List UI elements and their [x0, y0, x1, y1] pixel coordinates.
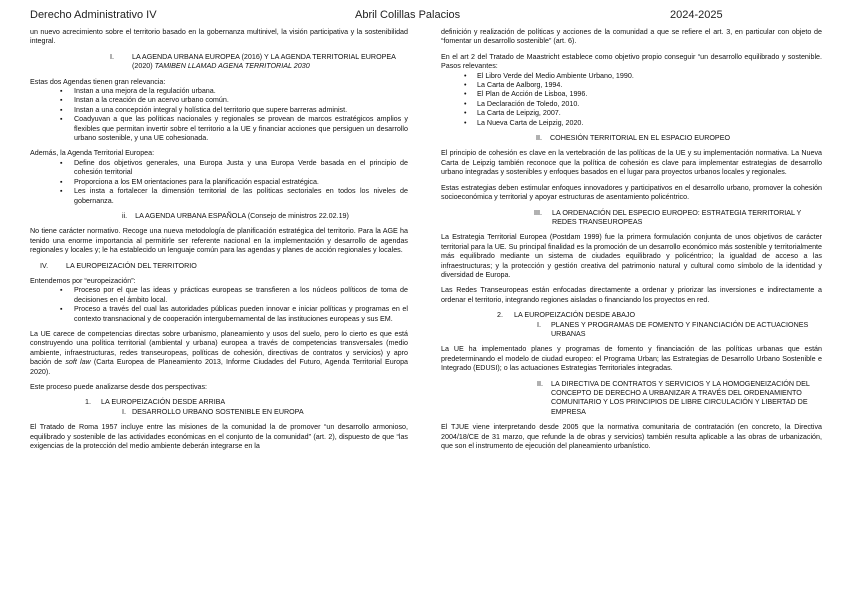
pasos-list [441, 72, 822, 128]
section-number: I. [122, 407, 126, 416]
list-item: • El Plan de Acción de Lisboa, 1996. [441, 90, 822, 99]
right-column [441, 28, 822, 457]
section-heading-abajo [441, 311, 822, 320]
continuation-paragraph: definición y realización de políticas y acciones de la comunidad a que se refiere el art. 3, en particular con objeto de “fomentar un desarrollo sostenible” (art. 6). [441, 28, 822, 46]
section-heading-directiva [441, 380, 822, 418]
section-heading-agenda-europea [30, 53, 408, 72]
list-item: ▪ Instan a la creación de un acervo urbano común. [30, 96, 408, 105]
section-title: PLANES Y PROGRAMAS DE FOMENTO Y FINANCIACIÓN DE ACTUACIONES URBANAS [551, 320, 809, 338]
list-item: • La Nueva Carta de Leipzig, 2020. [441, 119, 822, 128]
author-name: Abril Colillas Palacios [355, 9, 461, 21]
list-item: ▪ Instan a una mejora de la regulación urbana. [30, 87, 408, 96]
maastricht-paragraph: En el art 2 del Tratado de Maastricht establece como objetivo propio conseguir “un desarrollo equilibrado y sostenible. Pasos relevantes: [441, 52, 822, 71]
ete-paragraph: La Estrategia Territorial Europea (Postdam 1999) fue la primera formulación conjunta de unos objetivos de carácter territorial para la UE. Su principal finalidad es la promoción de un desarrollo económico más sostenible y territorialmente más equilibrado mediante un sistema de ciudades equilibrado y policéntrico; la igualdad de acceso a las infraestructuras; y la protección y gestión creativa del patrimonio natural y cultural como símbolo de la identidad y diversidad de Europa. [441, 233, 822, 279]
left-column [30, 28, 408, 457]
section-title: LA DIRECTIVA DE CONTRATOS Y SERVICIOS Y LA HOMOGENEIZACIÓN DEL CONCEPTO DE DERECHO A URBANIZAR A TRAVÉS DEL ORDENAMIENTO COMUNITARIO Y LOS PRINCIPIOS DE LIBRE CIRCULACIÓN Y LIBERTAD DE EMPRESA [551, 379, 810, 416]
entendemos-list [30, 286, 408, 324]
intro-paragraph: un nuevo acrecimiento sobre el territorio basado en la gobernanza multinivel, la visión participativa y la sostenibilidad integral. [30, 28, 408, 46]
list-item: ▪ Coadyuvan a que las políticas nacionales y regionales se provean de marcos estratégicos amplios y flexibles que permitan invertir sobre el territorio a la UE y financiar acciones que persiguen un desarrollo urbano sostenible, y una UE cohesionada. [30, 115, 408, 143]
section-title: LA AGENDA URBANA EUROPEA (2016) Y LA AGENDA TERRITORIAL EUROPEA (2020) [132, 52, 396, 71]
section-title: DESARROLLO URBANO SOSTENIBLE EN EUROPA [132, 407, 304, 416]
page-header [30, 9, 823, 25]
section-heading-europeizacion [30, 262, 408, 271]
section-title: LA EUROPEIZACIÓN DESDE ABAJO [514, 311, 636, 320]
section-number: I. [110, 52, 114, 61]
section-heading-agenda-espanola [30, 212, 408, 221]
list-item: ▪ Instan a una concepción integral y holística del territorio que supere barreras administ. [30, 106, 408, 115]
list-item: • La Declaración de Toledo, 2010. [441, 100, 822, 109]
agenda-territorial-intro: Además, la Agenda Territorial Europea: [30, 149, 155, 158]
section-number: II. [536, 134, 542, 143]
section-number: I. [537, 320, 541, 329]
list-item: ▪ Proceso a través del cual las autoridades públicas pueden innovar e iniciar políticas y programas en el contexto transnacional y de cooperación intergubernamental de las instituciones europeas y sus EM. [30, 305, 408, 324]
section-title-emphasis: TAMIBEN LLAMAD AGENA TERRITORIAL 2030 [154, 62, 310, 71]
tratado-roma-paragraph: El Tratado de Roma 1957 incluye entre las misiones de la comunidad la de promover “un desarrollo armonioso, equilibrado y sostenible de las actividades económicas en el conjunto de la comunidad” (art. 2), dispuesto de que “las exigencias de la protección del medio ambiente deberán integrarse en la [30, 423, 408, 451]
section-title-tail: (Consejo de ministros 22.02.19) [247, 211, 349, 220]
section-heading-desarrollo [30, 408, 408, 417]
estrategias-paragraph: Estas estrategias deben estimular enfoques innovadores y participativos en el desarrollo urbano, promover la cohesión socioeconómica y territorial y apoyar estructuras de asentamiento policéntrico. [441, 183, 822, 202]
relevancia-list [30, 87, 408, 143]
planes-paragraph: La UE ha implementado planes y programas de fomento y financiación de las políticas urbanas que están predeterminando el modelo de ciudad europeo: el Programa Urban; las Estrategias de Desarrollo Urbano Sostenible e Integrado (EDUSI); o las actuaciones Estrategias Territoriales integradas. [441, 345, 822, 373]
ue-carece-paragraph: La UE carece de competencias directas sobre urbanismo, planeamiento y usos del suelo, pero lo cierto es que está construyendo una política territorial (ambiental y urbana) europea a través de competencias transversales (medio ambiente, infraestructuras, redes transeuropeas, políticas de cohesión, directivas de contratos y servicios) y apro bación de soft law (Carta Europea de Planeamiento 2013, Informe Ciudades del Futuro, Agenda Territorial Europa 2020). [30, 329, 409, 376]
section-heading-arriba [30, 398, 408, 407]
section-title: LA EUROPEIZACIÓN DESDE ARRIBA [101, 398, 226, 407]
cohesion-paragraph: El principio de cohesión es clave en la vertebración de las políticas de la UE y su implementación normativa. La Nueva Carta de Leipzig también reconoce que la política de cohesión es clave para implementar estrategias de desarrollo urbano integradas y sostenibles y enfoques basados en el lugar para proyectos urbanos locales y regionales. [441, 149, 822, 177]
section-number: ii. [122, 211, 128, 220]
agenda-territorial-list [30, 159, 408, 206]
section-title: LA ORDENACIÓN DEL ESPECIO EUROPEO: ESTRATEGIA TERRITORIAL Y REDES TRANSEUROPEAS [552, 208, 802, 226]
list-item: ▪ Proceso por el que las ideas y prácticas europeas se transfieren a los núcleos políticos de toma de decisiones en el ámbito local. [30, 286, 408, 305]
list-item: ▪ Proporciona a los EM orientaciones para la planificación espacial estratégica. [30, 178, 408, 187]
section-number: 2. [497, 311, 503, 320]
entendemos-intro: Entendemos por “europeización”: [30, 276, 136, 285]
perspectivas-paragraph: Este proceso puede analizarse desde dos perspectivas: [30, 383, 208, 391]
section-number: IV. [40, 261, 49, 270]
section-number: II. [537, 379, 543, 388]
section-title: COHESIÓN TERRITORIAL EN EL ESPACIO EUROPEO [550, 134, 731, 143]
academic-year: 2024-2025 [670, 9, 723, 21]
section-heading-cohesion [441, 134, 822, 143]
tjue-paragraph: El TJUE viene interpretando desde 2005 que la normativa comunitaria de contratación (en concreto, la Directiva 2004/18/CE de 31 marzo, que refunde la de obras y servicios) también resulta aplicable a las obras de urbanización, que son el instrumento de ejecución del planeamiento urbanístico. [441, 423, 822, 451]
relevancia-intro: Estas dos Agendas tienen gran relevancia: [30, 77, 166, 86]
section-number: III. [534, 208, 542, 217]
list-item: • La Carta de Leipzig, 2007. [441, 109, 822, 118]
list-item: • La Carta de Aalborg, 1994. [441, 81, 822, 90]
section-heading-planes [441, 321, 822, 340]
agenda-espanola-paragraph: No tiene carácter normativo. Recoge una nueva metodología de planificación estratégica del territorio. Para la AGE ha tenido una enorme importancia al permitirle ser referente nacional en la implementación y desarrollo de agendas regionales y locales y; le ha establecido un lenguaje común para las agendas y planes de acción regionales y locales. [30, 227, 408, 255]
redes-paragraph: Las Redes Transeuropeas están enfocadas directamente a ordenar y priorizar las inversiones e indirectamente a ordenar el territorio, integrando regiones aisladas o financiando los proyectos en red. [441, 286, 822, 304]
list-item: ▪ Define dos objetivos generales, una Europa Justa y una Europa Verde basada en el principio de cohesión territorial [30, 159, 408, 178]
section-number: 1. [85, 398, 91, 407]
list-item: • El Libro Verde del Medio Ambiente Urbano, 1990. [441, 72, 822, 81]
section-title: LA EUROPEIZACIÓN DEL TERRITORIO [66, 261, 197, 270]
section-title: LA AGENDA URBANA ESPAÑOLA [135, 211, 246, 220]
list-item: ▪ Les insta a fortalecer la dimensión territorial de las políticas sectoriales en todos los niveles de gobernanza. [30, 187, 408, 206]
course-title: Derecho Administrativo IV [30, 9, 157, 21]
section-heading-ordenacion [441, 209, 822, 228]
